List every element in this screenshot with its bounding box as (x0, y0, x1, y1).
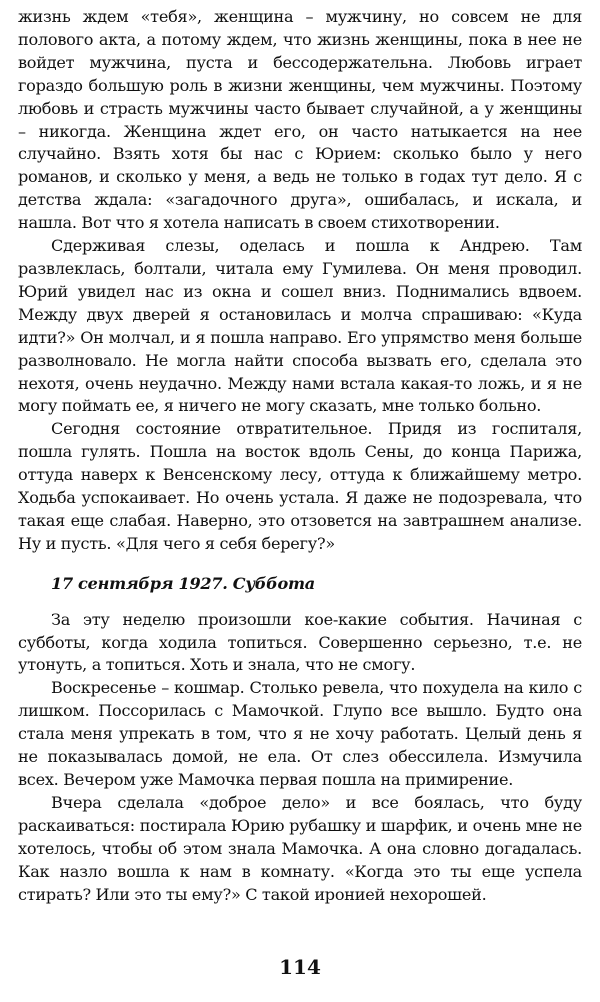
paragraph: Вчера сделала «доброе дело» и все боялась, что буду раскаиваться: постирала Юрию рубашку и шарфик, и очень мне не хотелось, чтобы об этом знала Мамочка. А она словно догадалась. Как назло вошла к нам в комнату. «Когда это ты еще успела стирать? Или это ты ему?» С такой иронией нехорошей. (18, 792, 582, 904)
paragraph: Сдерживая слезы, оделась и пошла к Андрею. Там развлеклась, болтали, читала ему Гумилева. Он меня проводил. Юрий увидел нас из окна и сошел вниз. Поднимались вдвоем. Между двух дверей я остановилась и молча спрашиваю: «Куда идти?» Он молчал, и я пошла направо. Его упрямство меня больше разволновало. Не могла найти способа вызвать его, сделала это нехотя, очень неудачно. Между нами встала какая-то ложь, и я не могу поймать ее, я ничего не могу сказать, мне только больно. (18, 236, 582, 416)
page-body (18, 6, 582, 906)
diary-entry-heading: 17 сентября 1927. Суббота (51, 573, 315, 593)
page-number: 114 (279, 955, 321, 979)
paragraph: Воскресенье – кошмар. Столько ревела, что похудела на кило с лишком. Поссорилась с Мамочкой. Глупо все вышло. Будто она стала меня упрекать в том, что я не хочу работать. Целый день я не показывалась домой, не ела. От слез обессилела. Измучила всех. Вечером уже Мамочка первая пошла на примирение. (18, 678, 582, 789)
paragraph: За эту неделю произошли кое-какие события. Начиная с субботы, когда ходила топиться. Совершенно серьезно, т.е. не утонуть, а топиться. Хоть и знала, что не смогу. (18, 609, 582, 675)
paragraph-continuation: жизнь ждем «тебя», женщина – мужчину, но совсем не для полового акта, а потому ждем, что жизнь женщины, пока в нее не войдет мужчина, пуста и бессодержательна. Любовь играет гораздо большую роль в жизни женщины, чем мужчины. Поэтому любовь и страсть мужчины часто бывает случайной, а у женщины – никогда. Женщина ждет его, он часто натыкается на нее случайно. Взять хотя бы нас с Юрием: сколько было у него романов, и сколько у меня, а ведь не только в годах тут дело. Я с детства ждала: «загадочного друга», ошибалась, и искала, и нашла. Вот что я хотела написать в своем стихотворении. (18, 7, 582, 233)
paragraph: Сегодня состояние отвратительное. Придя из госпиталя, пошла гулять. Пошла на восток вдоль Сены, до конца Парижа, оттуда наверх к Венсенскому лесу, оттуда к ближайшему метро. Ходьба успокаивает. Но очень устала. Я даже не подозревала, что такая еще слабая. Наверно, это отзовется на завтрашнем анализе. Ну и пусть. «Для чего я себя берегу?» (18, 419, 582, 553)
